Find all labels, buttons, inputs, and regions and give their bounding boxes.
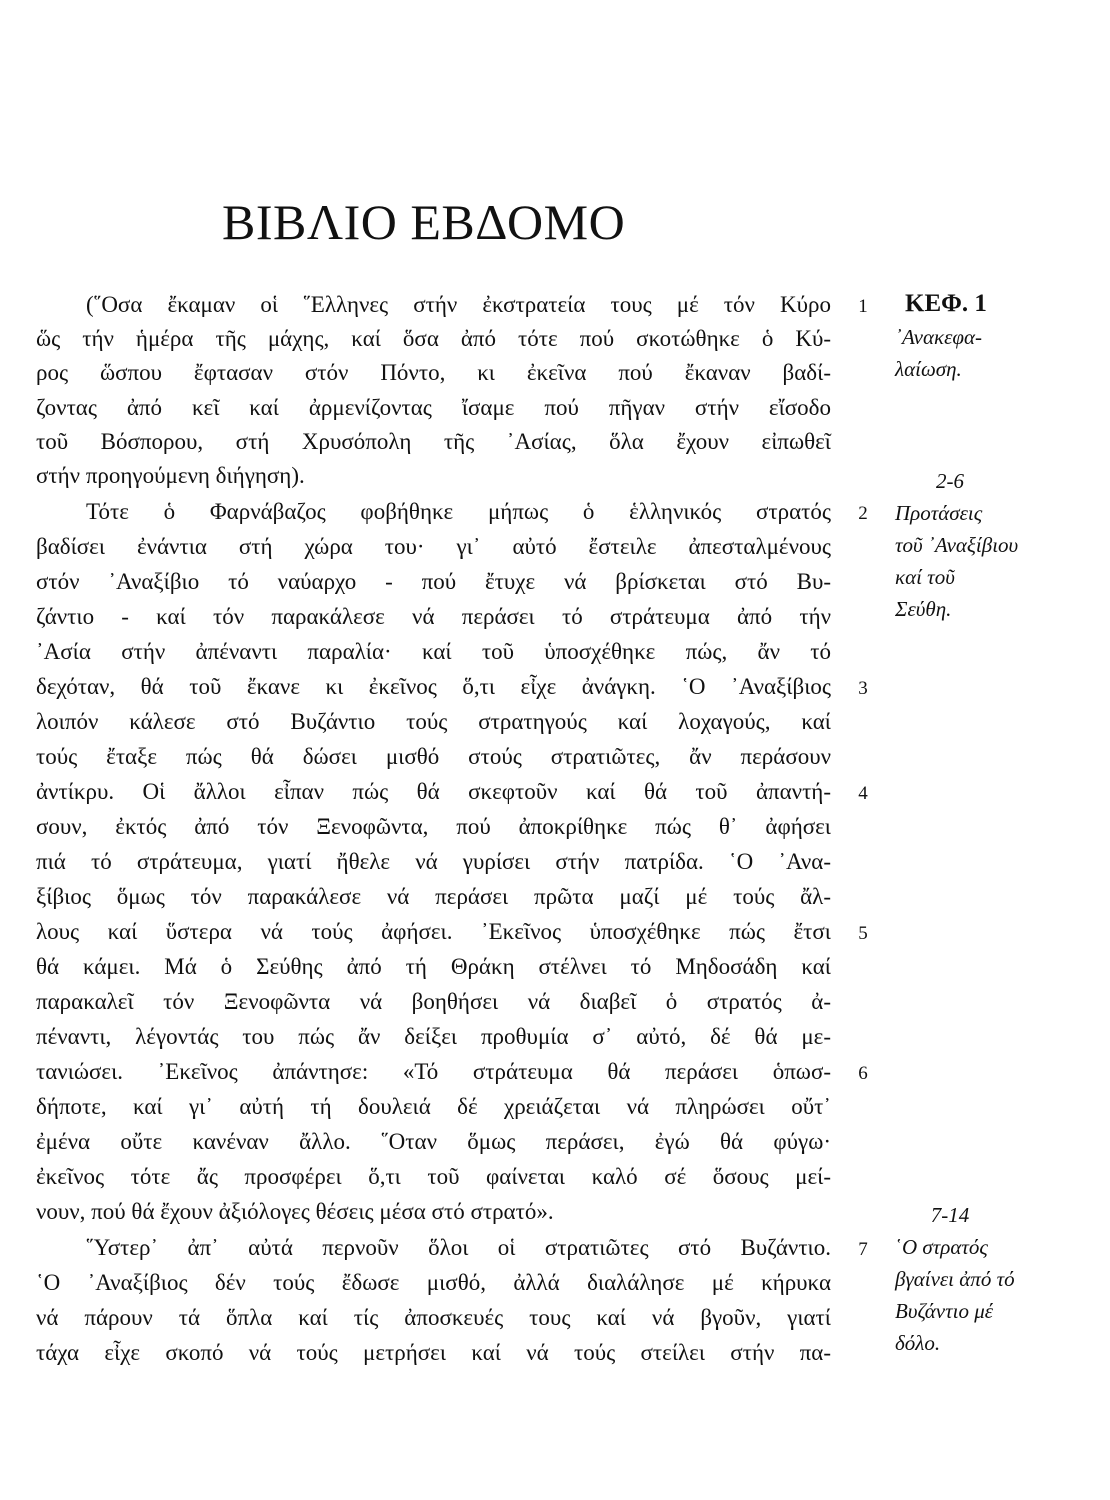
line-number: 1 [858,296,868,317]
line-number: 6 [858,1063,868,1084]
text-line: νά πάρουν τά ὅπλα καί τίς ἀποσκευές τους καί νά βγοῦν, γιατί [36,1305,831,1330]
text-line: πιά τό στράτευμα, γιατί ἤθελε νά γυρίσει στήν πατρίδα. ῾Ο ᾿Ανα- [36,849,831,874]
text-line: Τότε ὁ Φαρνάβαζος φοβήθηκε μήπως ὁ ἑλληνικός στρατός [86,499,831,524]
line-number: 4 [858,783,868,804]
text-line: στήν προηγούμενη διήγηση). [36,463,305,488]
text-line: τούς ἔταξε πώς θά δώσει μισθό στούς στρατιῶτες, ἄν περάσουν [36,744,831,769]
line-number: 3 [858,678,868,699]
text-line: τοῦ Βόσπορου, στή Χρυσόπολη τῆς ᾿Ασίας, ὅλα ἔχουν εἰπωθεῖ [36,429,831,454]
text-line: λους καί ὕστερα νά τούς ἀφήσει. ᾿Εκεῖνος ὑποσχέθηκε πώς ἔτσι [36,919,831,944]
text-line: ῞Υστερ᾿ ἀπ᾿ αὐτά περνοῦν ὅλοι οἱ στρατιῶτες στό Βυζάντιο. [86,1235,831,1260]
text-line: ζάντιο - καί τόν παρακάλεσε νά περάσει τό στράτευμα ἀπό τήν [36,604,831,629]
text-line: σουν, ἐκτός ἀπό τόν Ξενοφῶντα, πού ἀποκρίθηκε πώς θ᾿ ἀφήσει [36,814,831,839]
text-line: στόν ᾿Αναξίβιο τό ναύαρχο - πού ἔτυχε νά βρίσκεται στό Βυ- [36,569,831,594]
text-line: παρακαλεῖ τόν Ξενοφῶντα νά βοηθήσει νά διαβεῖ ὁ στρατός ἀ- [36,989,831,1014]
text-line: δεχόταν, θά τοῦ ἔκανε κι ἐκεῖνος ὅ,τι εἶχε ἀνάγκη. ῾Ο ᾿Αναξίβιος [36,674,831,699]
text-line: νουν, πού θά ἔχουν ἀξιόλογες θέσεις μέσα στό στρατό». [36,1199,554,1224]
page-title: ΒΙΒΛΙΟ ΕΒΔΟΜΟ [222,194,626,250]
margin-note: δόλο. [895,1331,941,1355]
text-line: (῞Οσα ἔκαμαν οἱ ῞Ελληνες στήν ἐκστρατεία τους μέ τόν Κύρο [86,292,831,317]
margin-note: βγαίνει ἀπό τό [895,1267,1015,1291]
margin-note: καί τοῦ [895,565,955,589]
margin-note: Προτάσεις [895,501,983,525]
text-line: θά κάμει. Μά ὁ Σεύθης ἀπό τή Θράκη στέλνει τό Μηδοσάδη καί [36,954,831,979]
line-number: 7 [858,1239,868,1260]
margin-note: ᾿Ανακεφα- [895,325,982,349]
text-line: βαδίσει ἐνάντια στή χώρα του· γι᾿ αὐτό ἔστειλε ἀπεσταλμένους [36,534,831,559]
text-line: ἀντίκρυ. Οἱ ἄλλοι εἶπαν πώς θά σκεφτοῦν καί θά τοῦ ἀπαντή- [36,779,831,804]
text-line: ῾Ο ᾿Αναξίβιος δέν τούς ἔδωσε μισθό, ἀλλά διαλάλησε μέ κήρυκα [36,1270,831,1295]
text-line: τανιώσει. ᾿Εκεῖνος ἀπάντησε: «Τό στράτευμα θά περάσει ὁπωσ- [36,1059,831,1084]
text-line: τάχα εἶχε σκοπό νά τούς μετρήσει καί νά τούς στείλει στήν πα- [36,1340,831,1365]
margin-note: Σεύθη. [895,597,952,621]
margin-note-range: 2-6 [936,469,964,493]
margin-note-range: 7-14 [930,1203,970,1227]
text-line: λοιπόν κάλεσε στό Βυζάντιο τούς στρατηγούς καί λοχαγούς, καί [36,709,831,734]
line-number: 5 [858,923,868,944]
text-line: ρος ὥσπου ἔφτασαν στόν Πόντο, κι ἐκεῖνα πού ἔκαναν βαδί- [36,360,831,385]
text-line: ἐμένα οὔτε κανέναν ἄλλο. ῞Οταν ὅμως περάσει, ἐγώ θά φύγω· [36,1129,831,1154]
text-line: ᾿Ασία στήν ἀπέναντι παραλία· καί τοῦ ὑποσχέθηκε πώς, ἄν τό [36,639,831,664]
margin-note: ῾Ο στρατός [895,1235,988,1259]
margin-note: Βυζάντιο μέ [895,1299,994,1323]
margin-note: λαίωση. [895,357,962,381]
text-line: ζοντας ἀπό κεῖ καί ἀρμενίζοντας ἴσαμε πού πῆγαν στήν εἴσοδο [36,395,831,420]
text-line: δήποτε, καί γι᾿ αὐτή τή δουλειά δέ χρειάζεται νά πληρώσει οὔτ᾿ [36,1094,831,1119]
text-line: ἐκεῖνος τότε ἄς προσφέρει ὅ,τι τοῦ φαίνεται καλό σέ ὅσους μεί- [36,1164,831,1189]
text-line: ὥς τήν ἡμέρα τῆς μάχης, καί ὅσα ἀπό τότε πού σκοτώθηκε ὁ Κύ- [36,326,831,351]
line-number: 2 [858,503,868,524]
margin-note: τοῦ ᾿Αναξίβιου [895,533,1019,557]
chapter-heading: ΚΕΦ. 1 [905,290,987,317]
text-line: πέναντι, λέγοντάς του πώς ἄν δείξει προθυμία σ᾿ αὐτό, δέ θά με- [36,1024,831,1049]
text-line: ξίβιος ὅμως τόν παρακάλεσε νά περάσει πρῶτα μαζί μέ τούς ἄλ- [36,884,831,909]
